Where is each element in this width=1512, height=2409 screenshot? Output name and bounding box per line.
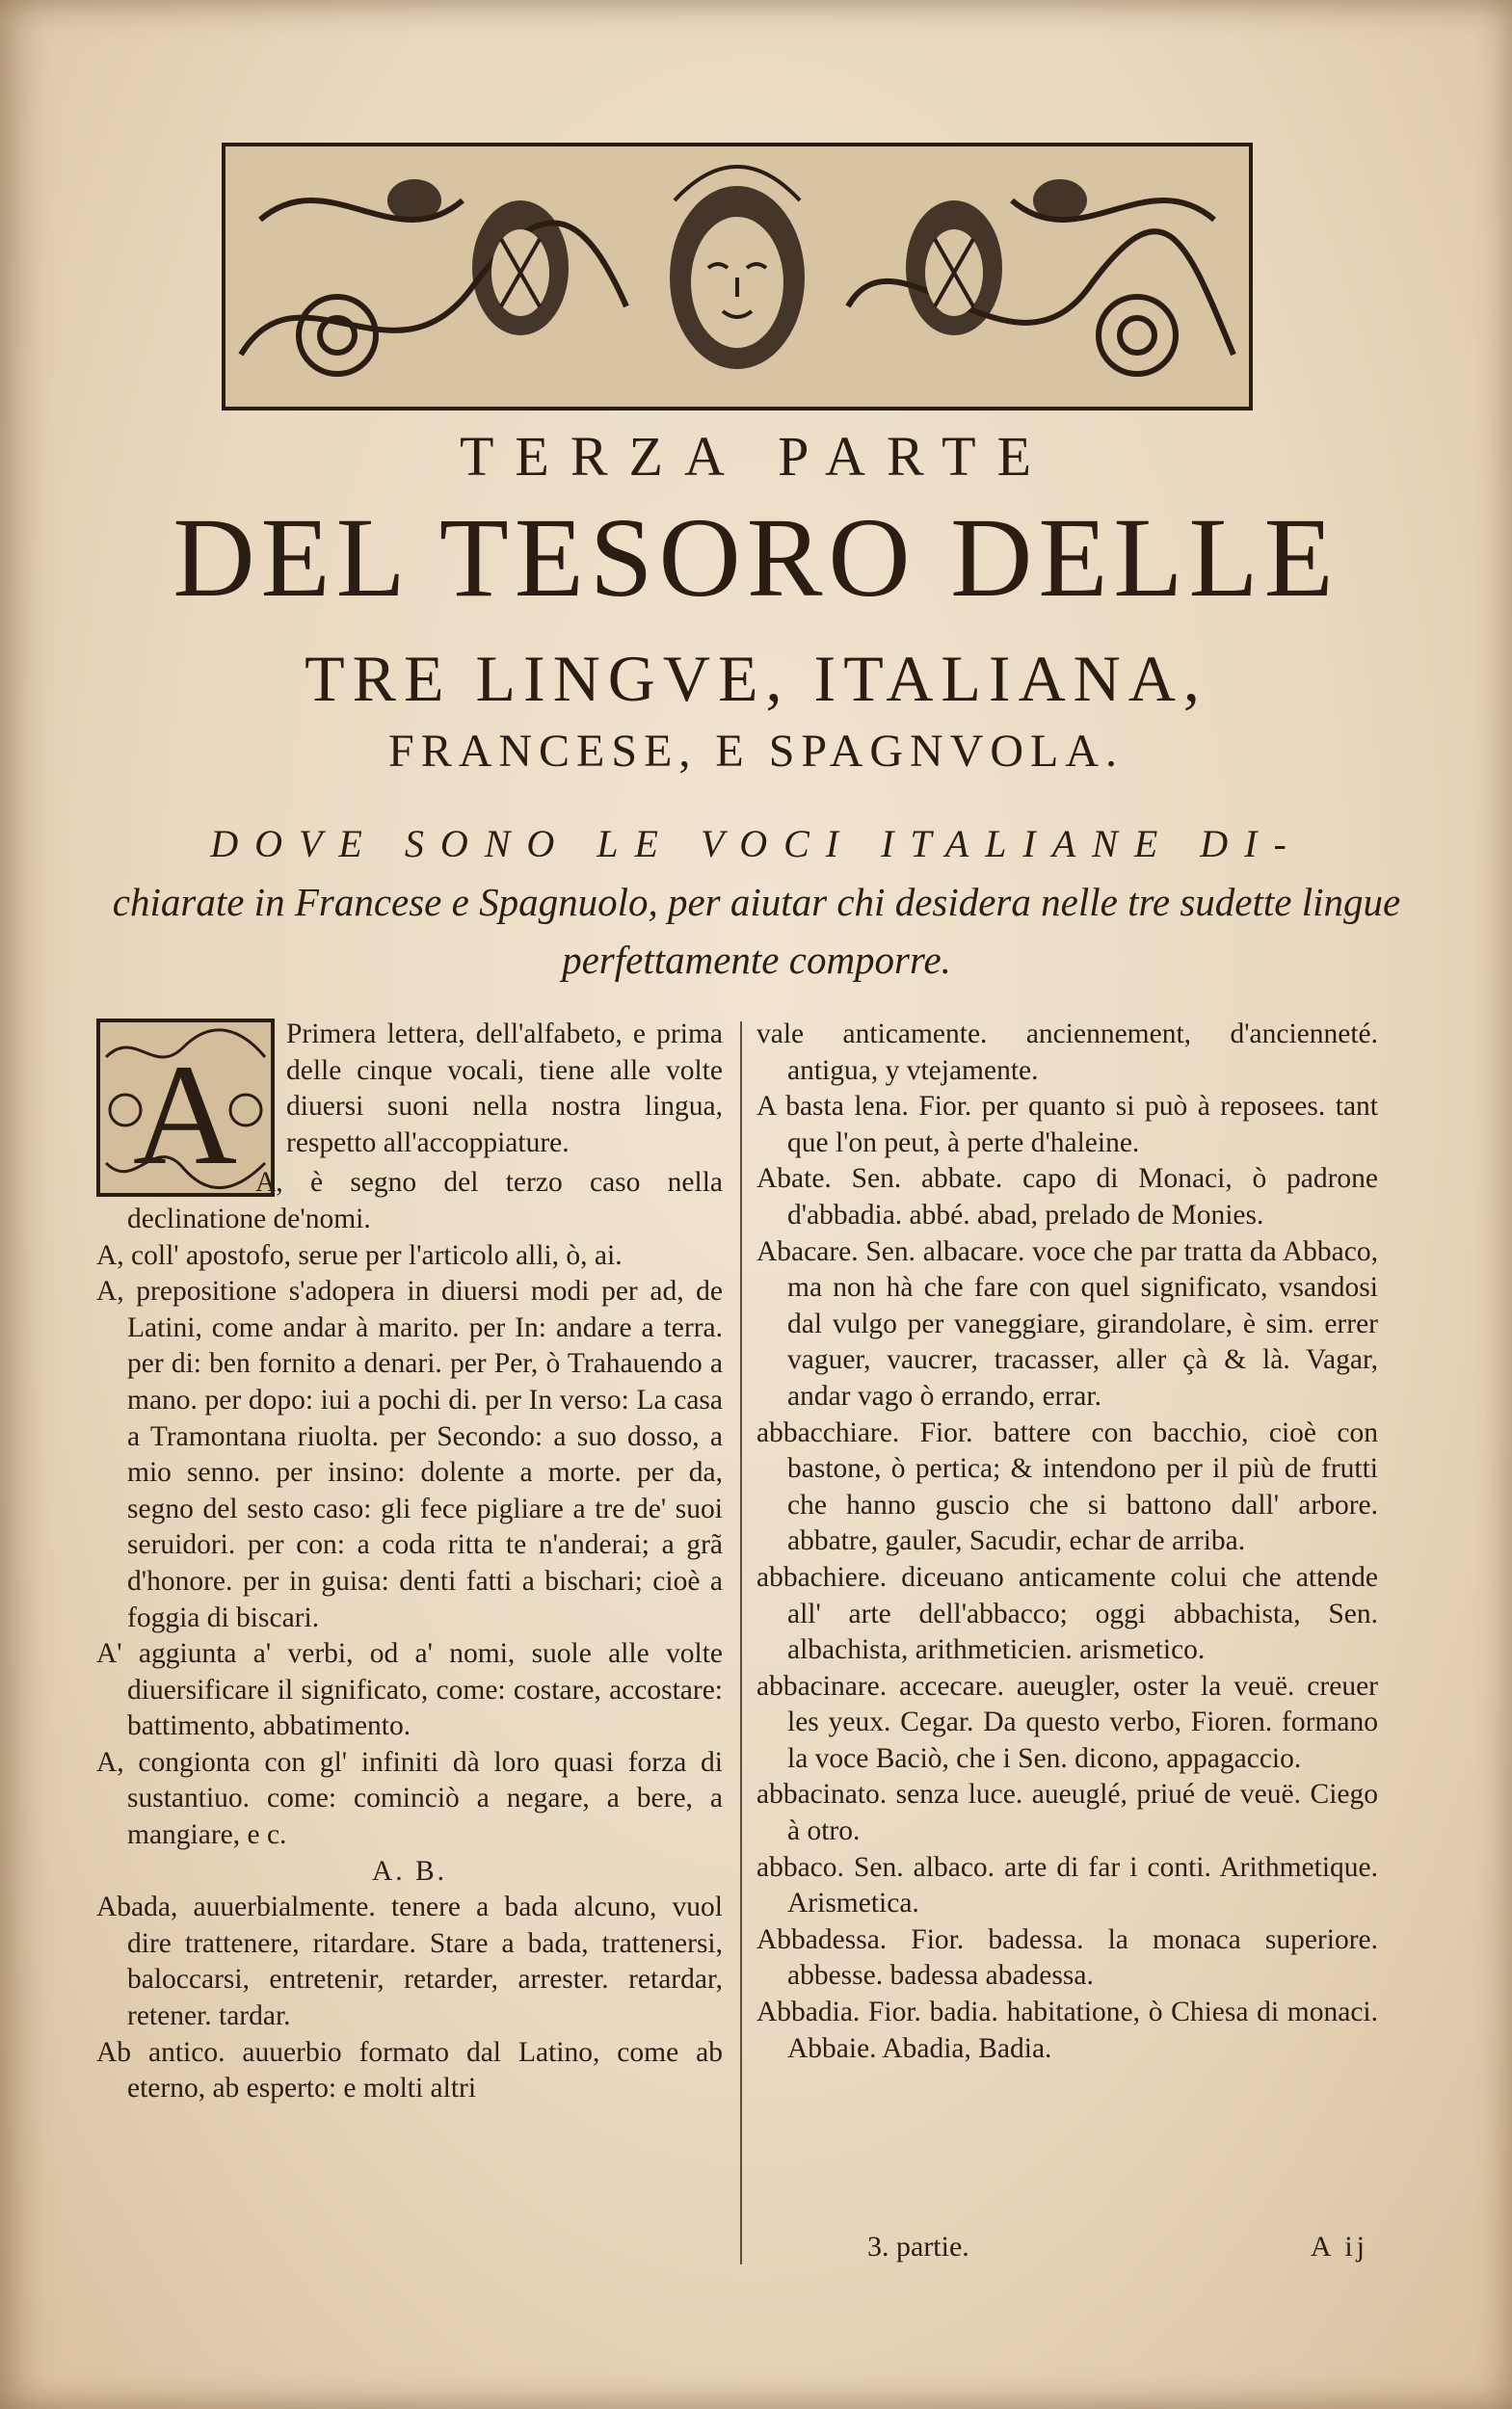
column-rule <box>740 1021 742 2264</box>
entry-left-7: Ab antico. auuerbio formato dal Latino, come ab eterno, ab esperto: e molti altri <box>96 2036 723 2105</box>
initial-ornament-icon <box>96 1019 275 1197</box>
entry-right-6: abbachiere. diceuano anticamente colui che attende all' arte dell'abbacco; oggi abbachista, Sen. albachista, arithmeticien. arismetico. <box>756 1561 1378 1666</box>
entry-left-3: A, prepositione s'adopera in diuersi modi per ad, de Latini, come andar à marito. per In: andare a terra. per di: ben fornito a denari. per Per, ò Trahauendo a mano. per dopo: iui a pochi di. per In verso: La casa a Tramontana riuolta. per Secondo: a suo dosso, a mio senno. per insino: dolente a morte. per da, segno del sesto caso: gli fece pigliare a tre de' suoi seruidori. per con: a coda ritta te n'anderai; a grã d'honore. per in guisa: denti fatti a bischari; cioè a foggia di biscari. <box>96 1276 723 1633</box>
first-paragraph: Primera lettera, dell'alfabeto, e prima delle cinque vocali, tiene alle volte diuersi suoni nella nostra lingua, respetto all'accoppiature. <box>286 1019 723 1158</box>
entry-right-1: vale anticamente. anciennement, d'ancienneté. antigua, y vtejamente. <box>756 1019 1378 1086</box>
entry-right-8: abbacinato. senza luce. aueuglé, priué de veuë. Ciego à otro. <box>756 1779 1378 1847</box>
ornamental-headpiece <box>222 143 1253 410</box>
title-line-terza-parte: TERZA PARTE <box>459 425 1053 488</box>
title-line-main: DEL TESORO DELLE <box>172 494 1340 621</box>
entry-left-1: A, è segno del terzo caso nella declinatione de'nomi. <box>127 1167 723 1234</box>
decorated-initial <box>96 1019 275 1197</box>
entry-right-5: abbacchiare. Fior. battere con bacchio, cioè con bastone, ò pertica; & intendono per il più de frutti che hanno guscio che si battono dall' arbore. abbatre, gauler, Sacudir, echar de arriba. <box>756 1416 1378 1557</box>
entry-left-2: A, coll' apostofo, serue per l'articolo alli, ò, ai. <box>96 1239 623 1271</box>
entry-right-4: Abacare. Sen. albacare. voce che par tratta da Abbaco, ma non hà che fare con quel significato, vsandosi dal vulgo per vaneggiare, girandolare, è sim. errer vaguer, vaucrer, tracasser, aller çà & là. Vagar, andar vago ò errando, errar. <box>756 1235 1378 1412</box>
title-line-tre-lingue: TRE LINGVE, ITALIANA, <box>305 642 1207 715</box>
leaf-signature: A ij <box>1310 2231 1368 2263</box>
entry-right-9: abbaco. Sen. albaco. arte di far i conti. Arithmetique. Arismetica. <box>756 1851 1378 1919</box>
entry-left-5: A, congionta con gl' infiniti dà loro quasi forza di sustantiuo. come: cominciò a negare, a bere, a mangiare, e c. <box>96 1746 723 1851</box>
section-heading-ab: A. B. <box>371 1855 448 1887</box>
entry-right-3: Abate. Sen. abbate. capo di Monaci, ò padrone d'abbadia. abbé. abad, prelado de Monies. <box>756 1163 1378 1231</box>
intro-rest: chiarate in Francese e Spagnuolo, per aiutar chi desidera nelle tre sudette lingue perfettamente comporre. <box>112 880 1401 982</box>
entry-right-10: Abbadessa. Fior. badessa. la monaca superiore. abbesse. badessa abadessa. <box>756 1923 1378 1992</box>
signature-note: 3. partie. <box>867 2231 969 2263</box>
entry-left-4: A' aggiunta a' verbi, od a' nomi, suole alle volte diuersificare il significato, come: costare, accostare: battimento, abbatimento. <box>96 1638 723 1742</box>
right-column <box>756 1017 1378 2067</box>
entry-right-7: abbacinare. accecare. aueugler, oster la veuë. creuer les yeux. Cegar. Da questo verbo, Fioren. formano la voce Baciò, che i Sen. dicono, appagaccio. <box>756 1670 1378 1774</box>
left-column <box>96 1017 723 2107</box>
entry-right-2: A basta lena. Fior. per quanto si può à reposees. tant que l'on peut, à perte d'haleine. <box>756 1091 1378 1158</box>
title-line-languages: FRANCESE, E SPAGNVOLA. <box>388 726 1124 777</box>
initial-letter: A <box>132 1035 238 1195</box>
entry-left-6: Abada, auuerbialmente. tenere a bada alcuno, vuol dire trattenere, ritardare. Stare a bada, trattenersi, baloccarsi, entretenir, retarder, arrester. retardar, retener. tardar. <box>96 1892 723 2032</box>
entry-right-11: Abbadia. Fior. badia. habitatione, ò Chiesa di monaci. Abbaie. Abadia, Badia. <box>756 1997 1378 2064</box>
intro-lead: DOVE SONO LE VOCI ITALIANE DI- <box>210 822 1303 865</box>
intro-subtitle <box>96 814 1417 989</box>
